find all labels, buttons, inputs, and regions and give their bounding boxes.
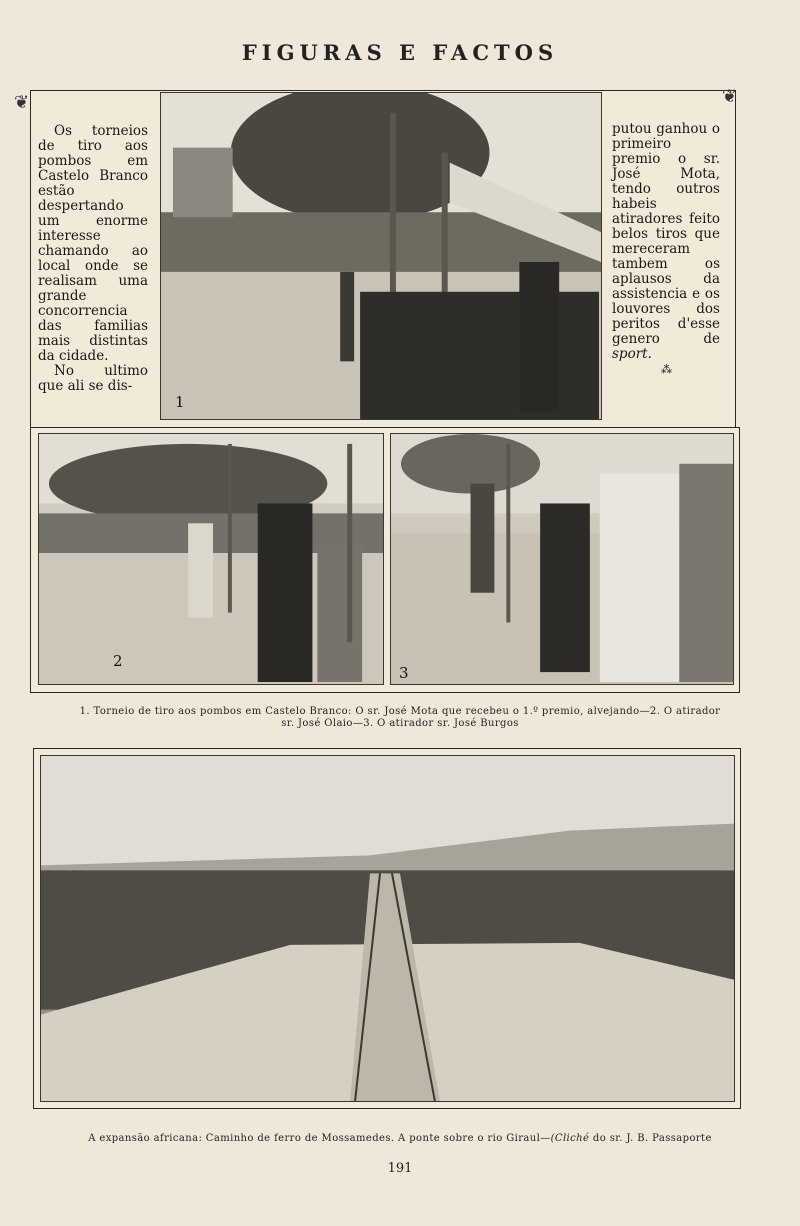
photo-2-image xyxy=(39,434,383,684)
railway-caption-main: A expansão africana: Caminho de ferro de Mossamedes. A ponte sobre o rio Giraul— xyxy=(88,1133,551,1144)
photo-3-number: 3 xyxy=(399,664,409,682)
article-paragraph-3: putou ganhou o primeiro premio o sr. José Mota, tendo outros habeis atiradores feito belos tiros que mereceram tambem os aplausos da assistencia e os louvores dos peritos d'esse genero de sport. xyxy=(612,121,720,362)
page-header: FIGURAS E FACTOS xyxy=(241,40,559,65)
article-column-right xyxy=(612,122,720,377)
article-paragraph-2: No ultimo que ali se dis- xyxy=(38,363,148,394)
ornament-right-icon: ❦ xyxy=(722,86,738,107)
railway-caption xyxy=(40,1133,760,1145)
article-column-left xyxy=(38,124,148,394)
article-paragraph-1: Os torneios de tiro aos pombos em Castelo Branco estão despertando um enorme interesse chamando ao local onde se realisam uma grande concorrencia das familias mais distintas da cidade. xyxy=(38,123,148,364)
shooting-caption xyxy=(40,706,760,730)
photo-1-number: 1 xyxy=(175,393,185,411)
photo-2-number: 2 xyxy=(113,652,123,670)
decorative-stars-icon: ⁂ xyxy=(661,363,672,376)
railway-caption-end: do sr. J. B. Passaporte xyxy=(589,1133,712,1144)
shooting-caption-line-2: sr. José Olaio—3. O atirador sr. José Burgos xyxy=(281,718,519,729)
photo-shooting-1 xyxy=(160,92,602,420)
page-number: 191 xyxy=(387,1161,413,1176)
railway-caption-italic: (Cliché xyxy=(550,1133,590,1144)
ornament-left-icon: ❦ xyxy=(14,92,30,113)
shooting-caption-line-1: 1. Torneio de tiro aos pombos em Castelo Branco: O sr. José Mota que recebeu o 1.º premio, alvejando—2. O atirador xyxy=(79,706,721,717)
photo-shooting-3 xyxy=(390,433,734,685)
photo-shooting-2 xyxy=(38,433,384,685)
photo-1-image xyxy=(161,93,601,419)
photo-railway-image xyxy=(41,756,734,1101)
photo-3-image xyxy=(391,434,733,684)
photo-railway xyxy=(40,755,735,1102)
